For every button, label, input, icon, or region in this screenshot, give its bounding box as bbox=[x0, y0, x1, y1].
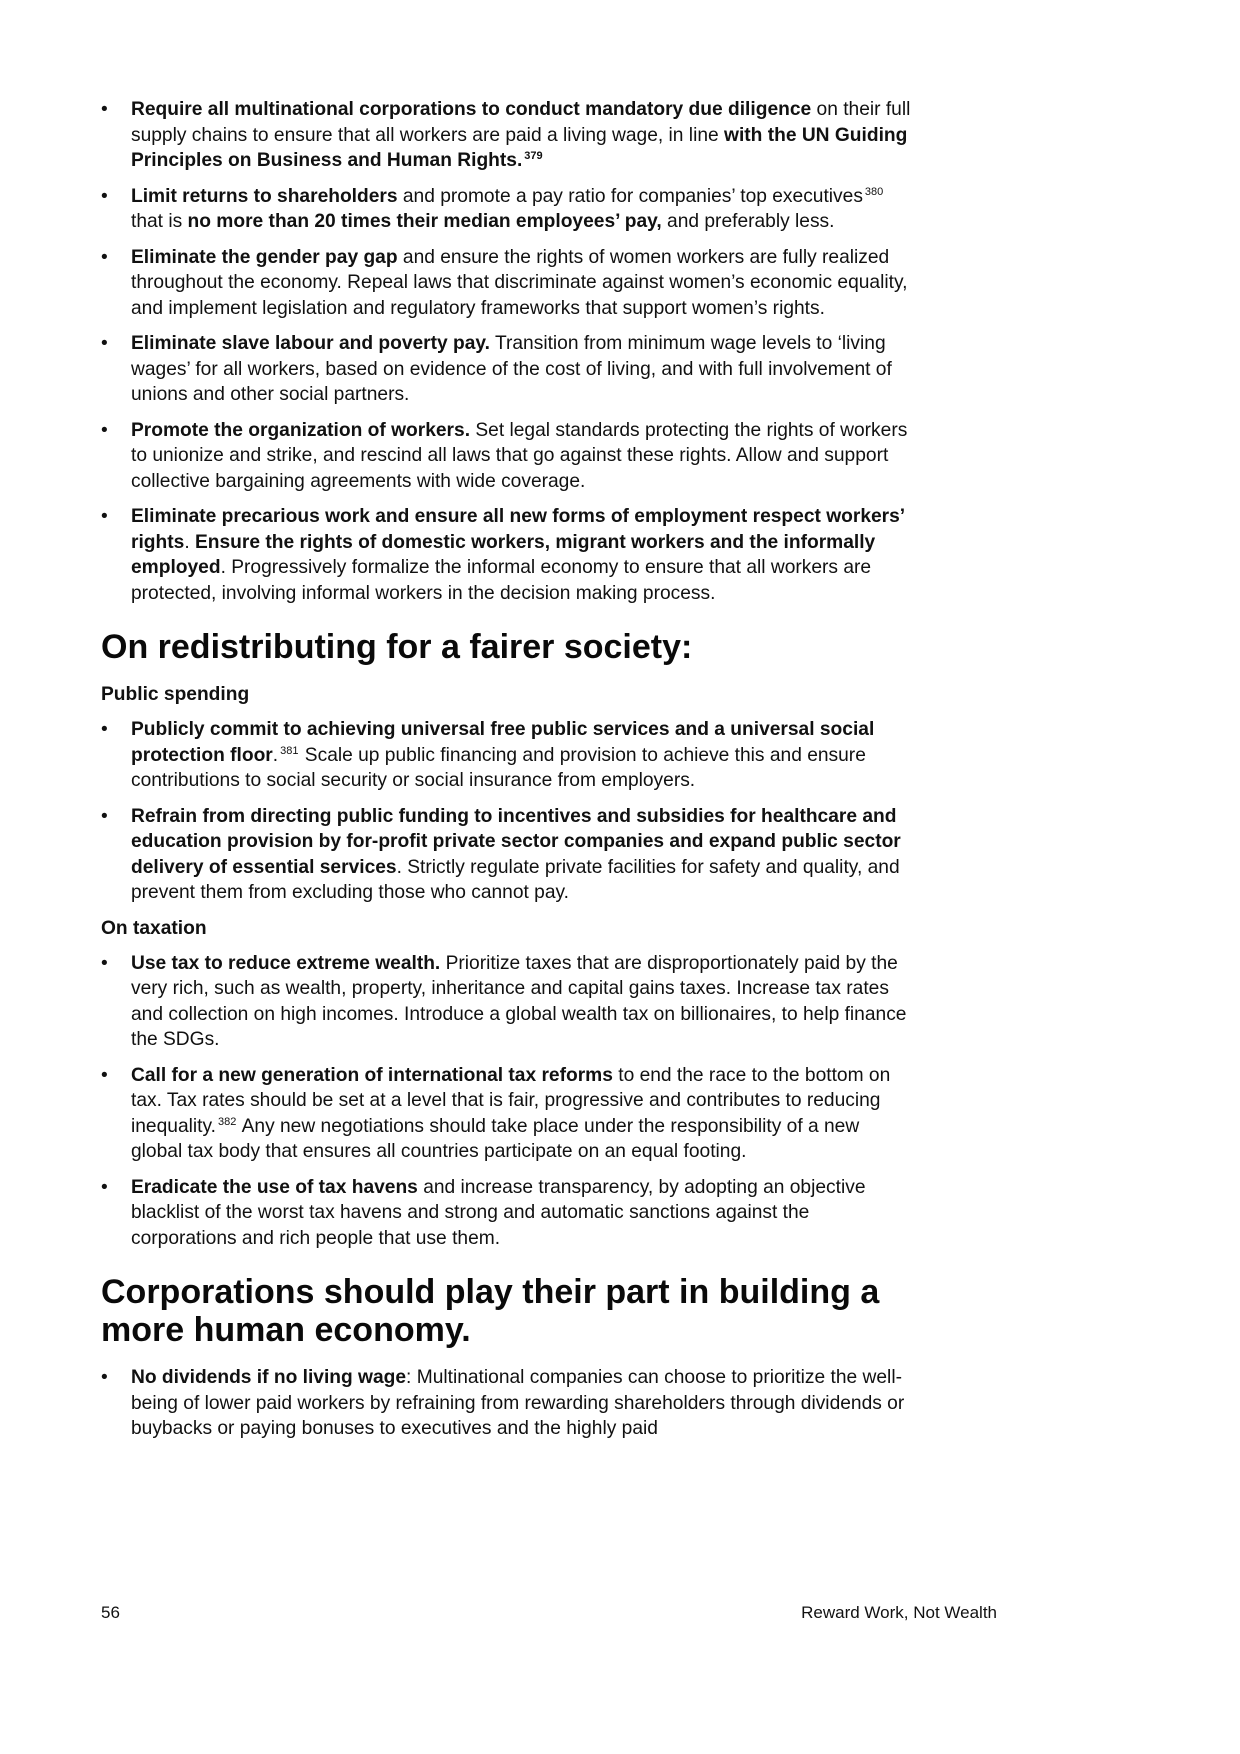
list-item: • Limit returns to shareholders and promote a pay ratio for companies’ top executives $^{380}$ that is no more than 20 times their median employees’ pay, and preferably less. bbox=[101, 184, 911, 235]
list-item: • Promote the organization of workers. Set legal standards protecting the rights of workers to unionize and strike, and rescind all laws that go against these rights. Allow and support collective bargaining agreements with wide coverage. bbox=[101, 418, 911, 495]
section-heading-corporations: Corporations should play their part in building a more human economy. bbox=[101, 1273, 880, 1349]
subheading-taxation: On taxation bbox=[101, 917, 207, 939]
list-item: • Eradicate the use of tax havens and increase transparency, by adopting an objective blacklist of the worst tax havens and strong and automatic sanctions against the corporations and rich people that use them. bbox=[101, 1175, 911, 1252]
list-item: • Require all multinational corporations to conduct mandatory due diligence on their full supply chains to ensure that all workers are paid a living wage, in line with the UN Guiding Principles on Business and Human Rights. $^{379}$ bbox=[101, 97, 911, 174]
section-heading-redistribute: On redistributing for a fairer society: bbox=[101, 628, 693, 666]
footnote-ref: 382 bbox=[217, 1115, 237, 1128]
bullet-list-corporations bbox=[101, 1365, 911, 1442]
footnote-ref: 379 bbox=[524, 150, 543, 162]
footnote-ref: 381 bbox=[280, 744, 299, 757]
bullet-list-public-spending bbox=[101, 717, 911, 906]
running-title: Reward Work, Not Wealth bbox=[801, 1603, 997, 1622]
list-item: • Eliminate slave labour and poverty pay. Transition from minimum wage levels to ‘living wages’ for all workers, based on evidence of the cost of living, and with full involvement of unions and other social partners. bbox=[101, 331, 911, 408]
list-item: • Publicly commit to achieving universal free public services and a universal social protection floor. $^{381}$ Scale up public financing and provision to achieve this and ensure contributions to social security or social insurance from employers. bbox=[101, 717, 911, 794]
list-item: • Refrain from directing public funding to incentives and subsidies for healthcare and education provision by for-profit private sector companies and expand public sector delivery of essential services. Strictly regulate private facilities for safety and quality, and prevent them from excluding those who cannot pay. bbox=[101, 804, 911, 906]
page-number: 56 bbox=[101, 1603, 120, 1622]
list-item: • Eliminate precarious work and ensure all new forms of employment respect workers’ rights. Ensure the rights of domestic workers, migrant workers and the informally employed. Progressively formalize the informal economy to ensure that all workers are protected, involving informal workers in the decision making process. bbox=[101, 504, 911, 606]
document-body bbox=[101, 97, 911, 1452]
subheading-public-spending: Public spending bbox=[101, 684, 250, 705]
list-item: • Eliminate the gender pay gap and ensure the rights of women workers are fully realized throughout the economy. Repeal laws that discriminate against women’s economic equality, and implement legislation and regulatory frameworks that support women’s rights. bbox=[101, 245, 911, 322]
bullet-list-taxation bbox=[101, 951, 911, 1252]
list-item: • Use tax to reduce extreme wealth. Prioritize taxes that are disproportionately paid by the very rich, such as wealth, property, inheritance and capital gains taxes. Increase tax rates and collection on high incomes. Introduce a global wealth tax on billionaires, to help finance the SDGs. bbox=[101, 951, 911, 1053]
list-item: • No dividends if no living wage: Multinational companies can choose to prioritize the well-being of lower paid workers by refraining from rewarding shareholders through dividends or buybacks or paying bonuses to executives and the highly paid bbox=[101, 1365, 911, 1442]
list-item: • Call for a new generation of international tax reforms to end the race to the bottom on tax. Tax rates should be set at a level that is fair, progressive and contributes to reducing inequality. $^{382}$ Any new negotiations should take place under the responsibility of a new global tax body that ensures all countries participate on an equal footing. bbox=[101, 1063, 911, 1165]
bullet-list-labour bbox=[101, 97, 911, 606]
footnote-ref: 380 bbox=[864, 185, 884, 198]
